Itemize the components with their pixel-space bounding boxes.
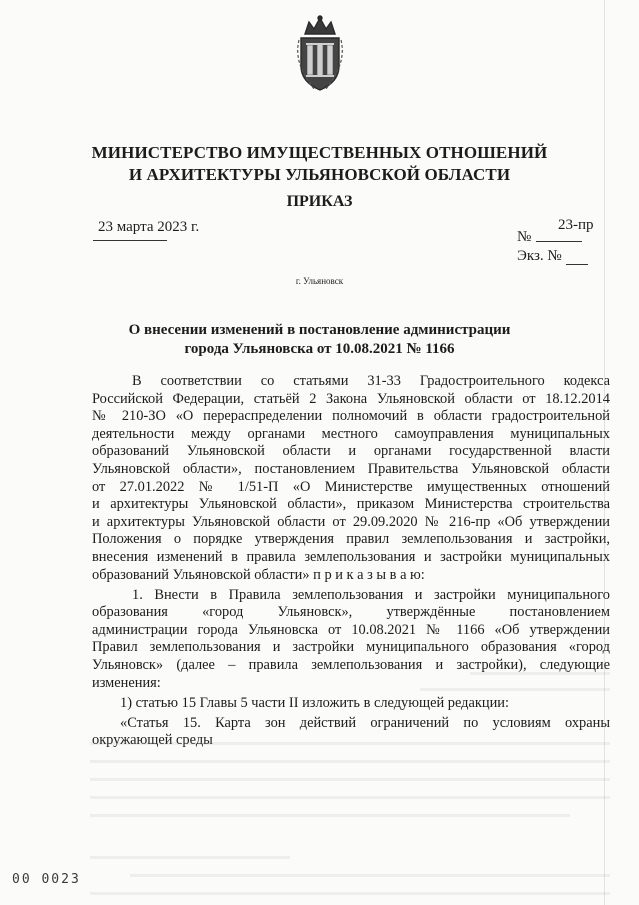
body-line: № 210-ЗО «О перераспределении полномочий в области градостроительной (92, 408, 610, 425)
copy-number-underline (566, 264, 588, 265)
order-date: 23 марта 2023 г. (98, 219, 200, 235)
date-underline (93, 240, 167, 241)
body-line: образований Ульяновской области» п р и к а з ы в а ю: (92, 566, 425, 583)
page-stamp: 00 0023 (12, 872, 81, 887)
ministry-line-1: МИНИСТЕРСТВО ИМУЩЕСТВЕННЫХ ОТНОШЕНИЙ (91, 143, 548, 162)
order-number: 23-пр (558, 217, 594, 233)
copy-number-label: Экз. № (517, 248, 562, 264)
body-line: и архитектуры Ульяновской области», приказом Министерства строительства (92, 496, 610, 513)
body-line: Российской Федерации, статьёй 2 Закона Ульяновской области от 18.12.2014 (92, 390, 610, 407)
subject-line-1: О внесении изменений в постановление администрации (128, 322, 511, 338)
number-label: № (517, 229, 532, 245)
order-subject (0, 321, 639, 359)
body-line: администрации города Ульяновска от 10.08.2021 № 1166 «Об утверждении (92, 621, 610, 638)
city: г. Ульяновск (295, 276, 344, 286)
body-line: окружающей среды (92, 732, 213, 749)
body-line: Положения о порядке утверждения правил землепользования и застройки, (92, 531, 610, 548)
body-line: от 27.01.2022 № 1/51-П «О Министерстве имущественных отношений (92, 478, 610, 495)
number-underline (536, 241, 582, 242)
body-line: Ульяновской области», постановлением Правительства Ульяновской области (92, 460, 610, 477)
body-line: образований Ульяновской области и органами государственной власти (92, 443, 610, 460)
subject-line-2: города Ульяновска от 10.08.2021 № 1166 (184, 341, 455, 357)
body-line: 1. Внести в Правила землепользования и застройки муниципального (132, 586, 610, 603)
body-line: В соответствии со статьями 31-33 Градостроительного кодекса (132, 373, 610, 389)
body-line: деятельности между органами местного самоуправления муниципальных (92, 425, 610, 442)
body-line: 1) статью 15 Главы 5 части II изложить в следующей редакции: (120, 694, 509, 711)
body-line: внесения изменений в правила землепользования и застройки муниципальных (92, 548, 610, 565)
body-line: Ульяновск» (далее – правила землепользования и застройки), следующие (92, 657, 610, 673)
document-type: ПРИКАЗ (286, 193, 353, 210)
ulyanovsk-coat-of-arms-icon (293, 14, 347, 92)
body-line: изменения: (92, 674, 161, 691)
body-line: образования «город Ульяновск», утверждённые постановлением (92, 604, 610, 621)
body-line: и архитектуры Ульяновской области от 29.09.2020 № 216-пр «Об утверждении (92, 513, 610, 530)
ministry-line-2: И АРХИТЕКТУРЫ УЛЬЯНОВСКОЙ ОБЛАСТИ (128, 165, 511, 184)
order-body (92, 373, 610, 750)
ministry-name (0, 142, 639, 186)
body-line: «Статья 15. Карта зон действий ограничений по условиям охраны (120, 714, 610, 731)
body-line: Правил землепользования и застройки муниципального образования «город (92, 639, 610, 656)
